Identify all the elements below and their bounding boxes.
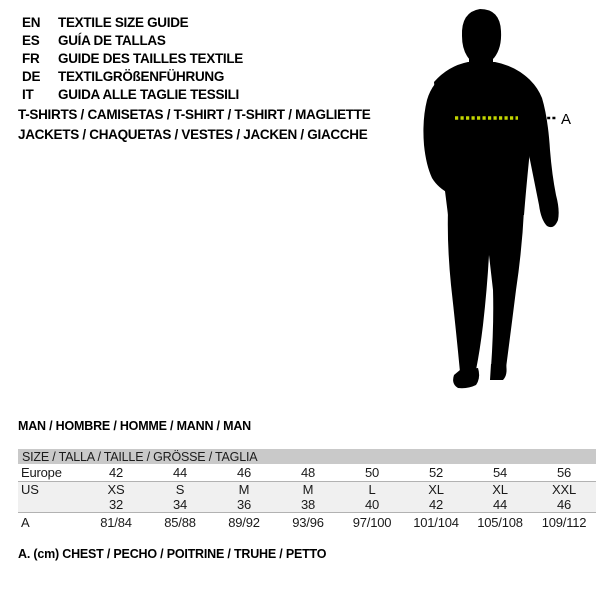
table-cell: 54 [468,464,532,482]
table-cell: 97/100 [352,514,392,530]
table-cell: 85/88 [164,514,196,530]
size-table [18,449,596,531]
language-title: TEXTILGRÖßENFÜHRUNG [58,68,225,84]
table-row-unlabeled [18,497,596,513]
language-code: FR [22,50,40,66]
row-label [18,497,84,513]
table-cell: XL [404,482,468,498]
language-code: EN [22,14,41,30]
language-title: GUÍA DE TALLAS [58,32,166,48]
language-title: TEXTILE SIZE GUIDE [58,14,189,30]
man-silhouette-figure [380,0,600,400]
table-cell: 32 [84,497,148,513]
table-cell: S [148,482,212,498]
table-cell: M [276,482,340,498]
table-cell: L [340,482,404,498]
table-cell: 34 [148,497,212,513]
measurement-footnote: A. (cm) CHEST / PECHO / POITRINE / TRUHE / PETTO [18,547,327,561]
table-cell: 101/104 [413,514,459,530]
language-row-es [22,31,243,49]
language-legend [22,13,243,103]
size-table-header-row [18,449,596,464]
table-cell: 56 [532,464,596,482]
table-cell: 93/96 [292,514,324,530]
table-cell: 46 [212,464,276,482]
table-cell: 89/92 [228,514,260,530]
table-cell: 52 [404,464,468,482]
man-silhouette [423,9,558,388]
table-cell: XS [84,482,148,498]
language-row-it [22,85,243,103]
table-cell: M [212,482,276,498]
table-cell: 40 [340,497,404,513]
table-cell: 109/112 [541,514,587,530]
language-code: DE [22,68,41,84]
table-cell: 50 [340,464,404,482]
table-cell: 46 [532,497,596,513]
garment-categories [18,105,370,145]
category-jackets: JACKETS / CHAQUETAS / VESTES / JACKEN / GIACCHE [18,127,368,142]
table-cell: 38 [276,497,340,513]
table-row-europe [18,464,596,482]
table-row-us [18,482,596,498]
table-cell: 81/84 [100,514,132,530]
table-cell: 48 [276,464,340,482]
language-row-de [22,67,243,85]
table-cell: XXL [532,482,596,498]
row-label: Europe [18,464,84,482]
language-code: IT [22,86,34,102]
row-label: A [21,514,30,530]
table-cell: 36 [212,497,276,513]
language-row-fr [22,49,243,67]
table-cell: 42 [84,464,148,482]
table-cell: 42 [404,497,468,513]
language-row-en [22,13,243,31]
table-row-chest-a [18,513,596,532]
language-code: ES [22,32,40,48]
category-tshirts: T-SHIRTS / CAMISETAS / T-SHIRT / T-SHIRT / MAGLIETTE [18,107,371,122]
language-title: GUIDA ALLE TAGLIE TESSILI [58,86,239,102]
table-cell: 44 [148,464,212,482]
measure-label-a: A [561,111,572,128]
table-cell: 105/108 [477,514,523,530]
size-table-header: SIZE / TALLA / TAILLE / GRÖSSE / TAGLIA [18,449,596,464]
language-title: GUIDE DES TAILLES TEXTILE [58,50,244,66]
section-title-man: MAN / HOMBRE / HOMME / MANN / MAN [18,419,251,433]
row-label: US [18,482,84,498]
table-cell: XL [468,482,532,498]
table-cell: 44 [468,497,532,513]
